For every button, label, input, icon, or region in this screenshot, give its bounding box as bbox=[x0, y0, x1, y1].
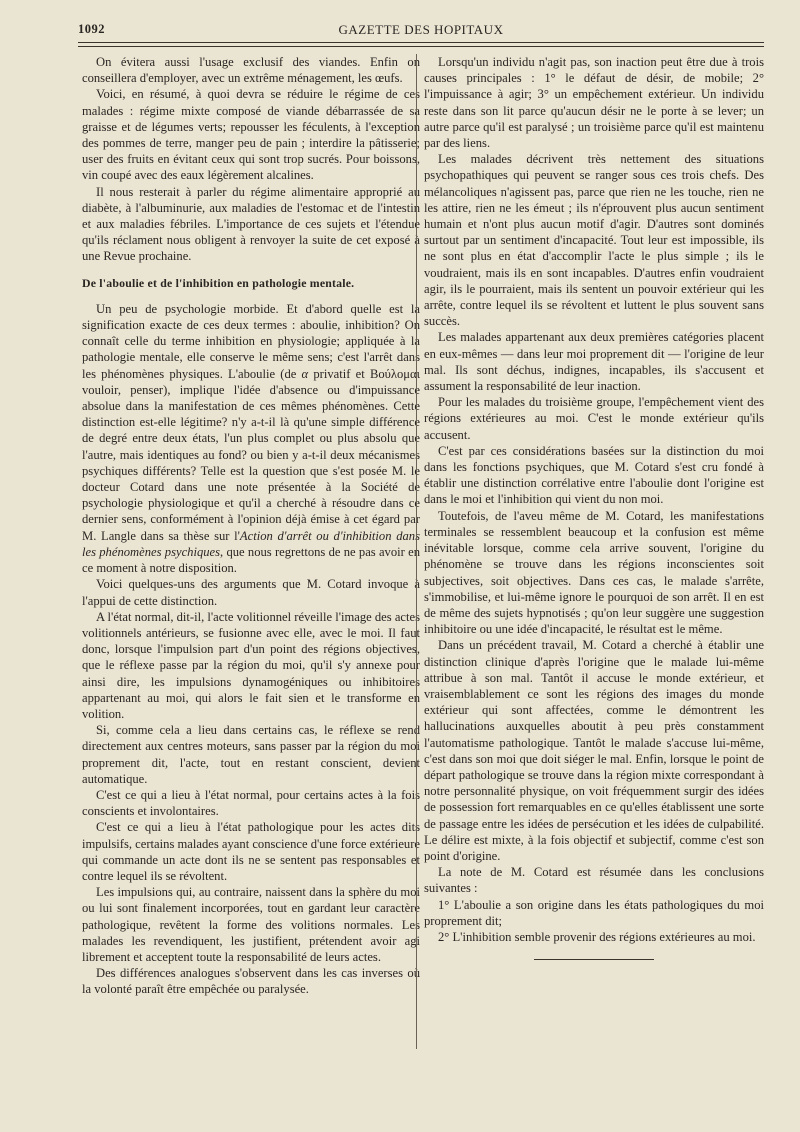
column-divider bbox=[416, 54, 417, 1049]
page-header bbox=[78, 20, 764, 42]
conclusion-item: 1° L'aboulie a son origine dans les états pathologiques du moi proprement dit; bbox=[424, 897, 764, 928]
right-column bbox=[424, 54, 764, 960]
paragraph: A l'état normal, dit-il, l'acte volitionnel réveille l'image des actes volitionnels antérieurs, se fusionne avec elle, avec le moi. Il faut donc, lorsque l'impulsion part d'un point des régions objectives, que le réflexe passe par la région du moi, qu'il s'y annexe pour ainsi dire, les impulsions dynamogéniques ou inhibitoires appartenant au moi, qui alors le fait sien et le transforme en volition. bbox=[82, 609, 420, 721]
paragraph: C'est ce qui a lieu à l'état pathologique pour les actes dits impulsifs, certains malades ayant conscience d'une force extérieure qui commande un acte dont ils ne se sentent pas responsables et contre lequel ils se révoltent. bbox=[82, 820, 420, 883]
text-run: , que nous regrettons de ne pas avoir en ce moment à notre disposition. bbox=[82, 544, 421, 576]
end-rule bbox=[534, 959, 654, 960]
paragraph bbox=[82, 301, 420, 576]
conclusion-item: 2° L'inhibition semble provenir des régions extérieures au moi. bbox=[438, 929, 756, 944]
paragraph: Les malades décrivent très nettement des situations psychopathiques qui peuvent se ranger sous ces trois chefs. Des mélancoliques n'agissent pas, parce que rien ne les touche, rien ne les attire, rien ne les émeut ; ils n'éprouvent plus aucun sentiment humain et n'ont plus aucun motif d'agir. D'autres sont dominés surtout par un sentiment d'incapacité. Tout leur est impossible, ils ne sont plus en état d'accomplir l'acte le plus simple ; ils le voudraient, mais ils en sont incapables. D'autres enfin voudraient agir, ils le pourraient, mais ils sentent un pouvoir extérieur qui les arrête, contre lequel ils se révoltent et luttent le plus souvent sans succès. bbox=[424, 152, 764, 329]
page-number: 1092 bbox=[78, 22, 105, 36]
paragraph: La note de M. Cotard est résumée dans les conclusions suivantes : bbox=[424, 865, 764, 896]
thesis-title: Action d'arrêt ou d'inhibition dans les phénomènes psychiques bbox=[82, 528, 420, 559]
text-run: Un peu de psychologie morbide. Et d'abord quelle est la signification exacte de ces deux termes : aboulie, inhibition? On connaît celle du terme inhibition en physiologie; appliquée à la pathologie mentale, elle conserve le même sens; c'est l'arrêt dans les phénomènes physiques. L'aboulie (de bbox=[82, 301, 420, 381]
text-run: privatif et bbox=[313, 366, 365, 381]
journal-title: GAZETTE DES HOPITAUX bbox=[338, 22, 504, 37]
greek-word: Βούλομαι bbox=[369, 366, 421, 381]
paragraph: On évitera aussi l'usage exclusif des viandes. Enfin on conseillera d'employer, avec un extrême ménagement, les œufs. bbox=[82, 55, 420, 86]
paragraph: Voici, en résumé, à quoi devra se réduire le régime de ces malades : régime mixte composé de viande débarrassée de sa graisse et de légumes verts; repousser les féculents, à l'exception des pommes de terre, manger peu de pain ; interdire la pâtisserie; user des fruits en évitant ceux qui sont trop sucrés. Pour boissons, vin coupé avec des eaux légèrement alcalines. bbox=[82, 87, 420, 183]
header-rule-thin bbox=[78, 46, 764, 47]
paragraph: Pour les malades du troisième groupe, l'empêchement vient des régions extérieures au moi. C'est le monde extérieur qu'ils accusent. bbox=[424, 395, 764, 442]
paragraph: Il nous resterait à parler du régime alimentaire approprié au diabète, à l'albuminurie, aux maladies de l'estomac et de l'intestin et aux maladies fébriles. L'importance de ces sujets et l'étendue qu'ils réclament nous obligent à renvoyer la suite de cet exposé à une Revue prochaine. bbox=[82, 184, 420, 264]
greek-alpha: α bbox=[301, 366, 309, 381]
paragraph: Les malades appartenant aux deux premières catégories placent en eux-mêmes — dans leur moi proprement dit — l'origine de leur mal. Ils sont déchus, indignes, incapables, ils s'accusent et assument la responsabilité de leur inaction. bbox=[424, 330, 764, 394]
paragraph: Dans un précédent travail, M. Cotard a cherché à établir une distinction clinique d'après l'origine que le malade lui-même attribue à son mal. Tantôt il accuse le monde extérieur, et vraisemblablement ce sont les régions des images du monde extérieur qui sont affectées, comme le démontrent les hallucinations auxquelles aboutit à peu près constamment l'automatisme pathologique. Tantôt le malade s'accuse lui-même, c'est dans son moi que doit siéger le mal. Enfin, lorsque le point de départ pathologique se trouve dans la région mixte correspondant à notre personnalité physique, on voit fréquemment surgir des idées de possession fort remarquables en ce qu'elles établissent une sorte de passage entre les idées de persécution et les idées de culpabilité. Le délire est mixte, à la fois objectif et subjectif, comme c'est son point d'origine. bbox=[424, 638, 764, 863]
text-run: vouloir, penser), implique l'idée d'absence ou d'impuissance absolue dans la manifestation de ces mêmes phénomènes. Cette distinction est-elle légitime? n'y a-t-il là qu'une simple différence de degré entre deux états, l'un plus complet ou plus absolu que l'autre, mais identiques au fond? ou bien y a-t-il deux mécanismes psychiques différents? Telle est la question que s'est posée M. le docteur Cotard dans une note présentée à la Société de psychologie physiologique et qu'il a cherché à résoudre dans ce dernier sens, conformément à l'opinion déjà émise à cet égard par M. Langle dans sa thèse sur l' bbox=[82, 382, 420, 543]
paragraph: C'est ce qui a lieu à l'état normal, pour certains actes à la fois conscients et involontaires. bbox=[82, 787, 420, 819]
paragraph: Des différences analogues s'observent dans les cas inverses où la volonté paraît être empêchée ou paralysée. bbox=[82, 966, 420, 997]
header-rule-thick bbox=[78, 42, 764, 43]
left-column bbox=[82, 54, 420, 998]
paragraph: Les impulsions qui, au contraire, naissent dans la sphère du moi ou lui sont finalement incorporées, tout en gardant leur caractère pathologique, revêtent la forme des volitions normales. Les malades les revendiquent, les justifient, prétendent avoir agi librement et acceptent toute la responsabilité de leurs actes. bbox=[82, 885, 420, 964]
paragraph: Toutefois, de l'aveu même de M. Cotard, les manifestations terminales se ressemblent beaucoup et la confusion est même inévitable lorsque, comme cela arrive souvent, l'origine du phénomène se trouve dans les régions inconscientes soit subjectives, soit objectives. Dans ces cas, le malade s'arrête, s'immobilise, et lui-même ignore le pourquoi de son arrêt. Il en est de même des sujets hypnotisés ; qu'on leur suggère une suggestion inhibitoire ou une idée d'incapacité, le résultat est le même. bbox=[424, 508, 764, 637]
paragraph: Lorsqu'un individu n'agit pas, son inaction peut être due à trois causes principales : 1° le défaut de désir, de mobile; 2° l'impuissance à agir; 3° un empêchement extérieur. Un individu reste dans son lit parce qu'aucun désir ne le porte à se lever; un autre parce qu'il est paralysé ; un troisième parce qu'il est maintenu par des liens. bbox=[424, 55, 764, 151]
section-title: De l'aboulie et de l'inhibition en pathologie mentale. bbox=[82, 275, 355, 290]
paragraph: C'est par ces considérations basées sur la distinction du moi dans les fonctions psychiques, que M. Cotard s'est cru fondé à établir une distinction corrélative entre l'aboulie dont l'origine est dans le moi et l'inhibition qui vient du non moi. bbox=[424, 443, 764, 507]
paragraph: Si, comme cela a lieu dans certains cas, le réflexe se rend directement aux centres moteurs, sans passer par la région du moi proprement dit, l'acte, tout en restant conscient, devient automatique. bbox=[82, 723, 420, 786]
paragraph: Voici quelques-uns des arguments que M. Cotard invoque à l'appui de cette distinction. bbox=[82, 577, 420, 608]
